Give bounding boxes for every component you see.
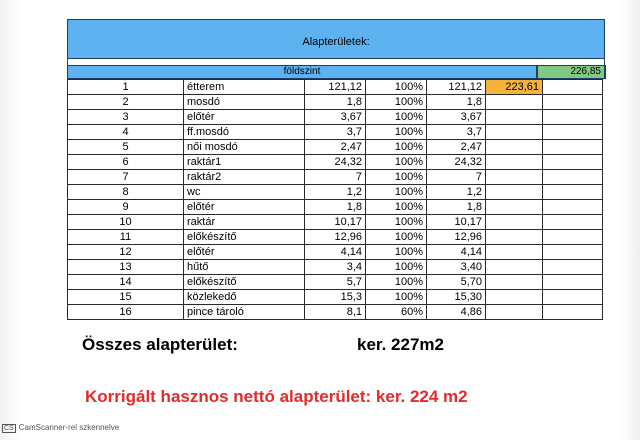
table-row (68, 290, 603, 305)
empty-cell (486, 110, 543, 125)
table-row (68, 260, 603, 275)
row-number: 9 (68, 200, 184, 215)
empty-cell (543, 155, 603, 170)
net-area: 15,30 (427, 290, 486, 305)
row-number: 15 (68, 290, 184, 305)
table-row (68, 170, 603, 185)
room-name: raktár2 (184, 170, 305, 185)
usage-percent: 100% (366, 140, 427, 155)
net-area: 7 (427, 170, 486, 185)
table-row (68, 80, 603, 95)
room-area: 2,47 (305, 140, 366, 155)
empty-cell (486, 200, 543, 215)
room-name: mosdó (184, 95, 305, 110)
empty-cell (486, 95, 543, 110)
room-area: 1,2 (305, 185, 366, 200)
row-number: 5 (68, 140, 184, 155)
row-number: 14 (68, 275, 184, 290)
table-row (68, 200, 603, 215)
room-name: női mosdó (184, 140, 305, 155)
empty-cell (486, 215, 543, 230)
net-area: 3,67 (427, 110, 486, 125)
room-area: 1,8 (305, 95, 366, 110)
room-name: étterem (184, 80, 305, 95)
room-area: 1,8 (305, 200, 366, 215)
room-area: 3,67 (305, 110, 366, 125)
empty-cell (543, 215, 603, 230)
usage-percent: 100% (366, 200, 427, 215)
table-row (68, 230, 603, 245)
empty-cell (543, 140, 603, 155)
net-area: 2,47 (427, 140, 486, 155)
row-number: 10 (68, 215, 184, 230)
table-row (68, 140, 603, 155)
empty-cell (543, 170, 603, 185)
room-name: előkészítő (184, 230, 305, 245)
empty-cell (543, 125, 603, 140)
net-area: 1,8 (427, 95, 486, 110)
empty-cell (543, 290, 603, 305)
net-area: 1,8 (427, 200, 486, 215)
net-area: 5,70 (427, 275, 486, 290)
room-area: 7 (305, 170, 366, 185)
empty-cell (486, 275, 543, 290)
room-name: közlekedő (184, 290, 305, 305)
row-number: 3 (68, 110, 184, 125)
net-area: 10,17 (427, 215, 486, 230)
room-area: 12,96 (305, 230, 366, 245)
usage-percent: 100% (366, 80, 427, 95)
row-number: 7 (68, 170, 184, 185)
usage-percent: 60% (366, 305, 427, 320)
usage-percent: 100% (366, 95, 427, 110)
empty-cell (486, 155, 543, 170)
empty-cell (543, 95, 603, 110)
usage-percent: 100% (366, 185, 427, 200)
room-name: előkészítő (184, 275, 305, 290)
usage-percent: 100% (366, 275, 427, 290)
empty-cell (486, 290, 543, 305)
empty-cell (486, 185, 543, 200)
room-name: előtér (184, 245, 305, 260)
empty-cell (543, 80, 603, 95)
room-area: 24,32 (305, 155, 366, 170)
empty-cell (486, 140, 543, 155)
empty-cell (486, 125, 543, 140)
table-row (68, 245, 603, 260)
net-area: 121,12 (427, 80, 486, 95)
corrected-area-text: Korrigált hasznos nettó alapterület: ker. 224 m2 (85, 387, 468, 406)
summary-value: ker. 227m2 (357, 335, 444, 354)
room-name: ff.mosdó (184, 125, 305, 140)
empty-cell (543, 275, 603, 290)
camscanner-logo-icon: CS (4, 425, 14, 432)
empty-cell (543, 260, 603, 275)
table-title-bar (67, 19, 605, 59)
net-area: 24,32 (427, 155, 486, 170)
empty-cell (543, 245, 603, 260)
empty-cell (543, 185, 603, 200)
table-row (68, 95, 603, 110)
net-area: 4,86 (427, 305, 486, 320)
usage-percent: 100% (366, 125, 427, 140)
table-row (68, 275, 603, 290)
room-name: raktár (184, 215, 305, 230)
row-number: 16 (68, 305, 184, 320)
room-name: pince tároló (184, 305, 305, 320)
usage-percent: 100% (366, 290, 427, 305)
table-row (68, 305, 603, 320)
usage-percent: 100% (366, 260, 427, 275)
room-area: 5,7 (305, 275, 366, 290)
room-name: hűtő (184, 260, 305, 275)
usage-percent: 100% (366, 155, 427, 170)
table-row (68, 155, 603, 170)
empty-cell (486, 170, 543, 185)
empty-cell (486, 260, 543, 275)
empty-cell (543, 200, 603, 215)
row-number: 8 (68, 185, 184, 200)
ground-floor-subtotal: 223,61 (486, 80, 543, 95)
row-number: 2 (68, 95, 184, 110)
row-number: 1 (68, 80, 184, 95)
usage-percent: 100% (366, 230, 427, 245)
empty-cell (486, 245, 543, 260)
room-area: 3,4 (305, 260, 366, 275)
row-number: 6 (68, 155, 184, 170)
room-name: előtér (184, 110, 305, 125)
floor-total: 226,85 (537, 65, 605, 79)
row-number: 13 (68, 260, 184, 275)
usage-percent: 100% (366, 170, 427, 185)
usage-percent: 100% (366, 245, 427, 260)
room-area: 121,12 (305, 80, 366, 95)
net-area: 3,7 (427, 125, 486, 140)
net-area: 3,40 (427, 260, 486, 275)
room-area: 15,3 (305, 290, 366, 305)
area-table (67, 79, 603, 320)
room-area: 4,14 (305, 245, 366, 260)
room-name: wc (184, 185, 305, 200)
usage-percent: 100% (366, 110, 427, 125)
net-area: 4,14 (427, 245, 486, 260)
empty-cell (543, 110, 603, 125)
table-row (68, 215, 603, 230)
table-row (68, 110, 603, 125)
floor-header-row (67, 65, 605, 79)
room-name: raktár1 (184, 155, 305, 170)
empty-cell (486, 305, 543, 320)
scanner-watermark (2, 423, 119, 433)
empty-cell (543, 230, 603, 245)
row-number: 12 (68, 245, 184, 260)
row-number: 4 (68, 125, 184, 140)
usage-percent: 100% (366, 215, 427, 230)
row-number: 11 (68, 230, 184, 245)
floor-label: földszint (67, 65, 537, 79)
table-row (68, 125, 603, 140)
room-name: előtér (184, 200, 305, 215)
watermark-text: CamScanner-rel szkennelve (18, 423, 120, 432)
net-area: 1,2 (427, 185, 486, 200)
room-area: 8,1 (305, 305, 366, 320)
room-area: 3,7 (305, 125, 366, 140)
table-row (68, 185, 603, 200)
room-area: 10,17 (305, 215, 366, 230)
net-area: 12,96 (427, 230, 486, 245)
empty-cell (486, 230, 543, 245)
table-title: Alapterületek: (302, 36, 370, 48)
summary-label: Összes alapterület: (82, 335, 238, 354)
empty-cell (543, 305, 603, 320)
